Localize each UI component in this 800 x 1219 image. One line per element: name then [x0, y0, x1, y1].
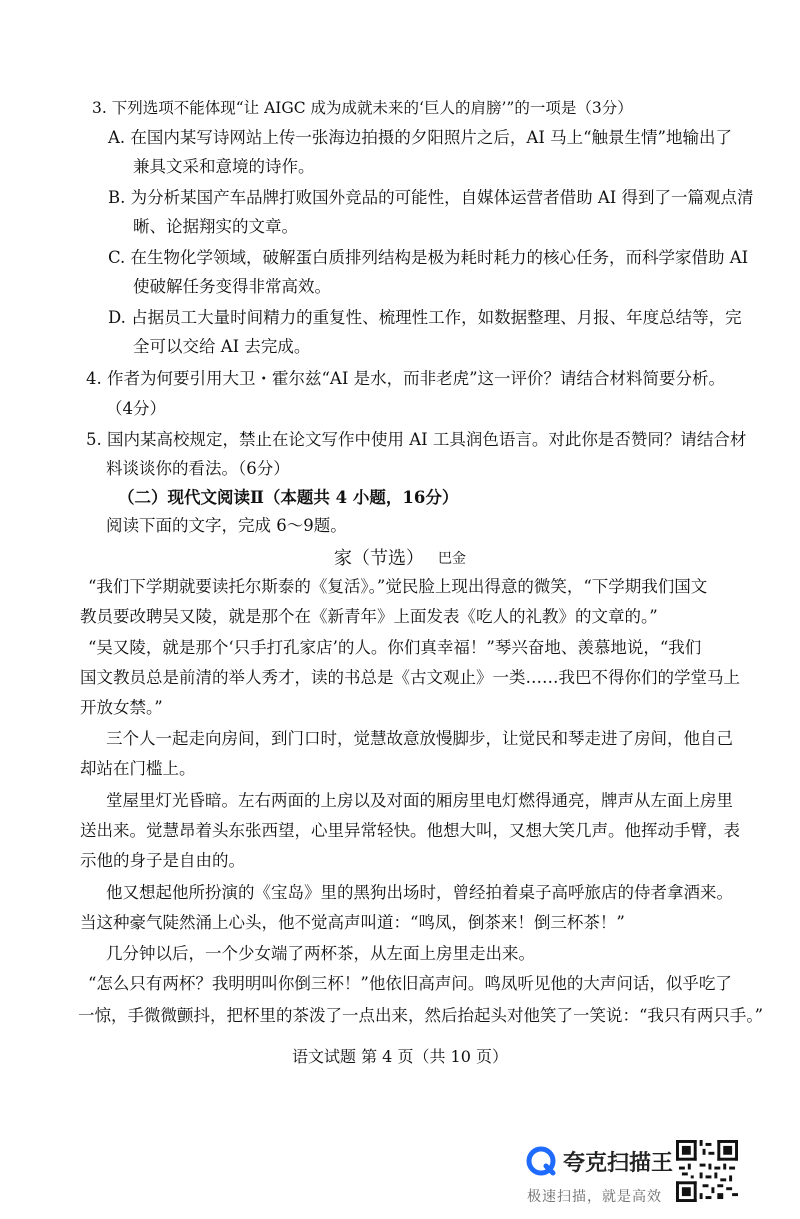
story-paragraph-5-line1: 他又想起他所扮演的《宝岛》里的黑狗出场时，曾经拍着桌子高呼旅店的侍者拿酒来。 — [106, 883, 733, 902]
section2-instruction: 阅读下面的文字，完成 6～9题。 — [106, 516, 347, 535]
story-paragraph-2-line2: 国文教员总是前清的举人秀才，读的书总是《古文观止》一类……我巴不得你们的学堂马上 — [80, 668, 740, 687]
q4-line2: （4分） — [106, 399, 166, 418]
q3-option-d-line2: 全可以交给 AI 去完成。 — [133, 337, 311, 356]
story-author: 巴金 — [438, 551, 466, 567]
q3-option-a-line1: A. 在国内某写诗网站上传一张海边拍摄的夕阳照片之后，AI 马上“触景生情”地输出了 — [108, 128, 732, 147]
story-paragraph-3-line1: 三个人一起走向房间，到门口时，觉慧故意放慢脚步，让觉民和琴走进了房间，他自己 — [106, 729, 733, 748]
q4-line1: 4. 作者为何要引用大卫・霍尔兹“AI 是水，而非老虎”这一评价？请结合材料简要分析。 — [86, 369, 726, 388]
story-paragraph-2-line1: “吴又陵，就是那个‘只手打孔家店’的人。你们真幸福！”琴兴奋地、羡慕地说，“我们 — [88, 638, 702, 657]
story-paragraph-7-line2: 一惊，手微微颤抖，把杯里的茶泼了一点出来，然后抬起头对他笑了一笑说：“我只有两只手。” — [78, 1006, 764, 1025]
story-paragraph-5-line2: 当这种豪气陡然涌上心头，他不觉高声叫道：“鸣凤，倒茶来！倒三杯茶！” — [80, 913, 625, 932]
q3-option-c-line2: 使破解任务变得非常高效。 — [133, 277, 331, 296]
scanner-slogan: 极速扫描，就是高效 — [527, 1189, 662, 1205]
story-paragraph-4-line2: 送出来。觉慧昂着头东张西望，心里异常轻快。他想大叫，又想大笑几声。他挥动手臂，表 — [80, 821, 740, 840]
scanner-app-name: 夸克扫描王 — [563, 1151, 674, 1176]
story-title: 家（节选） — [334, 548, 424, 569]
q3-option-a-line2: 兼具文采和意境的诗作。 — [133, 157, 315, 176]
page-footer: 语文试题 第 4 页（共 10 页） — [292, 1047, 508, 1066]
q3-option-c-line1: C. 在生物化学领域，破解蛋白质排列结构是极为耗时耗力的核心任务，而科学家借助 AI — [108, 248, 749, 267]
story-paragraph-7-line1: “怎么只有两杯？我明明叫你倒三杯！”他依旧高声问。鸣凤听见他的大声问话，似乎吃了 — [88, 974, 732, 993]
story-paragraph-4-line1: 堂屋里灯光昏暗。左右两面的上房以及对面的厢房里电灯燃得通亮，牌声从左面上房里 — [106, 791, 733, 810]
q5-line1: 5. 国内某高校规定，禁止在论文写作中使用 AI 工具润色语言。对此你是否赞同？请结合材 — [86, 430, 747, 449]
q3-option-b-line1: B. 为分析某国产车品牌打败国外竞品的可能性，自媒体运营者借助 AI 得到了一篇观点清 — [108, 188, 754, 207]
story-paragraph-1-line2: 教员要改聘吴又陵，就是那个在《新青年》上面发表《吃人的礼教》的文章的。” — [80, 607, 658, 626]
story-paragraph-6: 几分钟以后，一个少女端了两杯茶，从左面上房里走出来。 — [106, 944, 535, 963]
story-paragraph-1-line1: “我们下学期就要读托尔斯泰的《复活》。”觉民脸上现出得意的微笑，“下学期我们国文 — [88, 577, 708, 596]
q3-option-d-line1: D. 占据员工大量时间精力的重复性、梳理性工作，如数据整理、月报、年度总结等，完 — [108, 308, 742, 327]
q3-option-b-line2: 晰、论据翔实的文章。 — [133, 217, 298, 236]
story-paragraph-2-line3: 开放女禁。” — [80, 698, 163, 717]
scanner-logo-icon — [526, 1146, 556, 1176]
story-paragraph-4-line3: 示他的身子是自由的。 — [80, 851, 245, 870]
qr-code-icon — [676, 1140, 738, 1202]
q5-line2: 料谈谈你的看法。（6分） — [106, 459, 290, 478]
q3-stem: 3. 下列选项不能体现“让 AIGC 成为成就未来的‘巨人的肩膀’”的一项是（3分） — [92, 99, 633, 117]
section2-heading: （二）现代文阅读Ⅱ（本题共 4 小题，16分） — [118, 488, 459, 507]
story-paragraph-3-line2: 却站在门槛上。 — [80, 759, 196, 778]
